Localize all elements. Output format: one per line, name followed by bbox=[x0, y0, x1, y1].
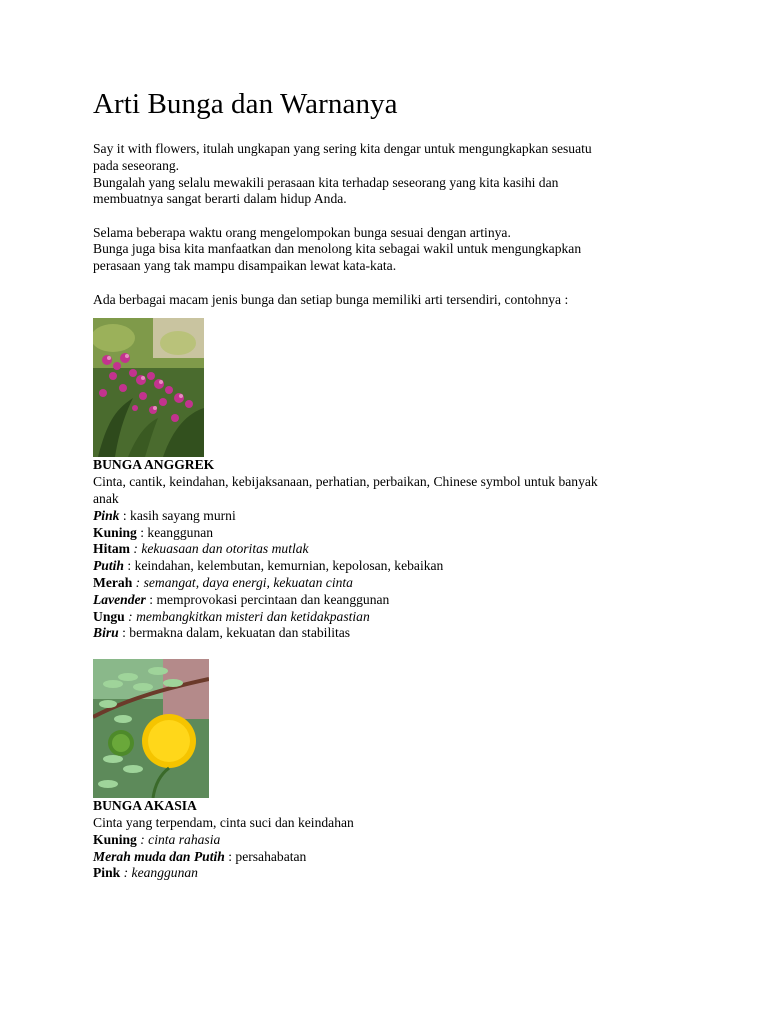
color-meaning-text: kekuasaan dan otoritas mutlak bbox=[141, 541, 309, 557]
color-name: Lavender bbox=[93, 591, 146, 607]
color-meaning-row bbox=[93, 865, 683, 882]
flower-title: BUNGA ANGGREK bbox=[93, 457, 215, 473]
color-meaning-list bbox=[93, 832, 683, 882]
text-line: Say it with flowers, itulah ungkapan yang sering kita dengar untuk mengungkapkan sesuatu bbox=[93, 141, 592, 156]
color-meaning-text: keanggunan bbox=[131, 865, 198, 881]
separator: : bbox=[124, 608, 137, 624]
separator: : bbox=[130, 541, 142, 557]
color-meaning-row bbox=[93, 832, 683, 849]
color-meaning-row bbox=[93, 525, 683, 542]
flower-description-line: Cinta yang terpendam, cinta suci dan keindahan bbox=[93, 814, 354, 830]
separator: : bbox=[132, 574, 144, 590]
color-meaning-row bbox=[93, 609, 683, 626]
text-line: pada seseorang. bbox=[93, 157, 180, 173]
color-meaning-text: kasih sayang murni bbox=[130, 507, 236, 523]
color-name: Merah muda dan Putih bbox=[93, 848, 225, 864]
color-meaning-list bbox=[93, 508, 683, 642]
acacia-image bbox=[93, 659, 209, 798]
color-meaning-text: memprovokasi percintaan dan keanggunan bbox=[156, 591, 390, 607]
color-meaning-text: cinta rahasia bbox=[148, 831, 221, 847]
color-meaning-row bbox=[93, 508, 683, 525]
color-meaning-row bbox=[93, 849, 683, 866]
flower-description-line: Cinta, cantik, keindahan, kebijaksanaan, perhatian, perbaikan, Chinese symbol untuk banyak bbox=[93, 474, 598, 490]
text-line: perasaan yang tak mampu disampaikan lewat kata-kata. bbox=[93, 258, 397, 274]
intro-paragraph-1 bbox=[93, 141, 683, 208]
color-meaning-text: membangkitkan misteri dan ketidakpastian bbox=[136, 608, 370, 624]
color-meaning-text: semangat, daya energi, kekuatan cinta bbox=[143, 574, 353, 590]
color-name: Putih bbox=[93, 558, 124, 574]
intro-paragraph-2 bbox=[93, 225, 683, 275]
separator: : bbox=[118, 625, 130, 641]
flower-title: BUNGA AKASIA bbox=[93, 798, 197, 814]
color-name: Kuning bbox=[93, 524, 137, 540]
separator: : bbox=[136, 524, 148, 540]
color-meaning-row bbox=[93, 625, 683, 642]
text-line: Ada berbagai macam jenis bunga dan setiap bunga memiliki arti tersendiri, contohnya : bbox=[93, 291, 569, 307]
intro-paragraph-3 bbox=[93, 292, 683, 309]
text-line: Bunga juga bisa kita manfaatkan dan menolong kita sebagai wakil untuk mengungkapkan bbox=[93, 241, 582, 257]
color-meaning-row bbox=[93, 575, 683, 592]
orchid-image bbox=[93, 318, 204, 457]
page-title: Arti Bunga dan Warnanya bbox=[93, 88, 398, 120]
color-meaning-row bbox=[93, 592, 683, 609]
color-meaning-text: keanggunan bbox=[147, 524, 214, 540]
text-line: Selama beberapa waktu orang mengelompokan bunga sesuai dengan artinya. bbox=[93, 224, 511, 240]
color-name: Hitam bbox=[93, 541, 130, 557]
flower-section-anggrek bbox=[93, 318, 683, 642]
color-meaning-text: persahabatan bbox=[235, 848, 307, 864]
flower-section-akasia bbox=[93, 659, 683, 882]
color-name: Pink bbox=[93, 507, 120, 523]
separator: : bbox=[224, 848, 236, 864]
color-name: Merah bbox=[93, 574, 133, 590]
color-meaning-row bbox=[93, 558, 683, 575]
separator: : bbox=[123, 558, 135, 574]
text-line: Bungalah yang selalu mewakili perasaan kita terhadap seseorang yang kita kasihi dan bbox=[93, 174, 559, 190]
color-meaning-text: bermakna dalam, kekuatan dan stabilitas bbox=[129, 625, 351, 641]
color-name: Ungu bbox=[93, 608, 125, 624]
separator: : bbox=[120, 865, 132, 881]
flower-description-line: anak bbox=[93, 490, 119, 506]
color-name: Kuning bbox=[93, 831, 137, 847]
document-page bbox=[93, 86, 683, 882]
separator: : bbox=[136, 831, 149, 847]
color-meaning-text: keindahan, kelembutan, kemurnian, kepolosan, kebaikan bbox=[134, 558, 444, 574]
separator: : bbox=[119, 507, 131, 523]
color-name: Biru bbox=[93, 625, 119, 641]
separator: : bbox=[145, 591, 157, 607]
acacia-photo bbox=[93, 659, 209, 798]
color-name: Pink bbox=[93, 865, 121, 881]
orchid-photo bbox=[93, 318, 204, 457]
text-line: membuatnya sangat berarti dalam hidup Anda. bbox=[93, 191, 347, 207]
color-meaning-row bbox=[93, 541, 683, 558]
